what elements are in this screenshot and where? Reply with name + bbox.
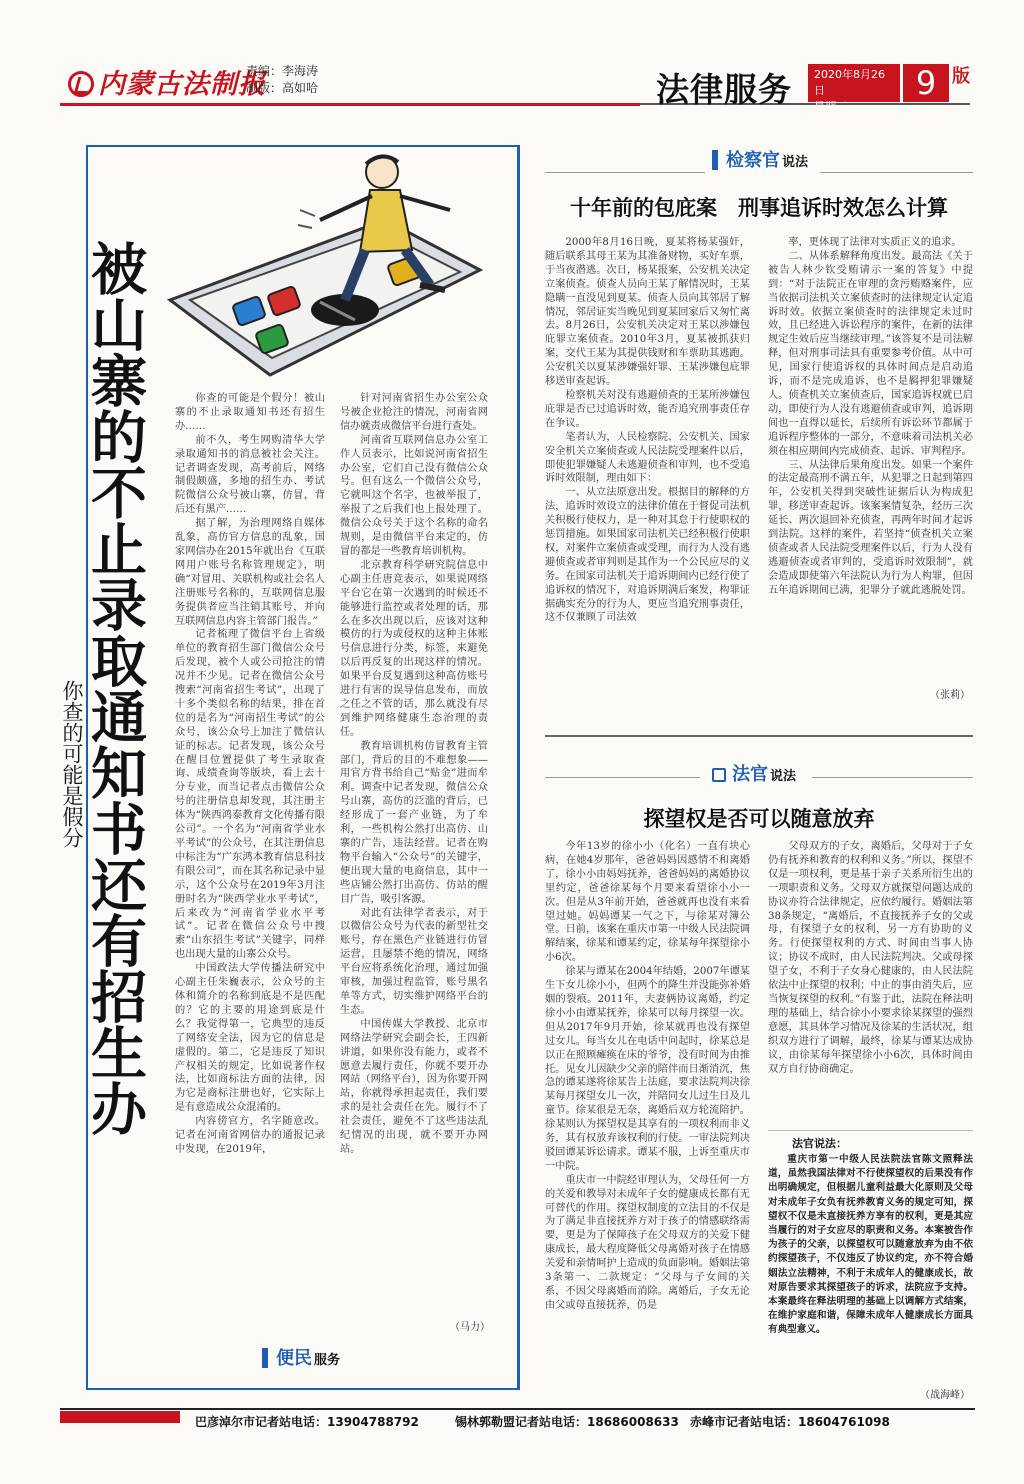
paragraph: 徐某与谭某在2004年结婚，2007年谭某生下女儿徐小小，但两个的降生并没能弥补婚姻的裂痕。2011年，夫妻俩协议离婚，约定徐小小由谭某抚养，徐某可以每月探望一次。但从2017年9月开始，徐某就再也没有探望过女儿。每当女儿在电话中问起时，徐某总是以正在照顾瘫痪在床的爷爷，没有时间为由推托。见女儿因缺少父亲的陪伴而日渐消沉，焦急的谭某遂将徐某告上法庭，要求法院判决徐某每月探望女儿一次，并陪同女儿过生日及儿童节。徐某很是无奈，离婚后双方轮流陪护。徐某则认为探望权是其享有的一项权利而非义务，其有权放弃该权利的行使。一审法院判决驳回谭某诉讼请求。谭某不服，上诉至重庆市一中院。 (545, 966, 750, 1172)
judge-column-2 (768, 840, 973, 1125)
paragraph: 教育培训机构仿冒教育主管部门，背后的目的不难想象——用官方背书给自己“贴金”进而牟利。调查中记者发现，微信公众号山寨，高仿的泛滥的背后，已经形成了一套产业链，为了牟利，一些机构公然打出高仿、山寨的广告，违法经营。记者在购物平台输入“公众号”的关键字，便出现大量的电商信息，其中一些店铺公然打出高仿、仿站的醒目广告，吸引客源。 (340, 740, 488, 905)
judge-header-big: 法官 (732, 764, 768, 785)
judge-header-small: 说法 (770, 769, 797, 784)
page-label: 版 (952, 66, 970, 87)
issue-weekday: 星期三 (814, 100, 847, 113)
paragraph: 河南省互联网信息办公室工作人员表示，比如说河南省招生办公室，它们自己没有微信公众号。但有这么一个微信公众号，它就叫这个名字，也被举报了，举报了之后我们也上报处理了。微信公众号关于这个名称的命名规则，是由微信平台来定的，仿冒的都是一些教育培训机构。 (340, 434, 488, 557)
paragraph: 中国政法大学传播法研究中心副主任朱巍表示，公众号的主体和简介的名称到底是不是匹配的？它的主要的用途到底是什么？我觉得第一，它典型的违反了网络安全法，因为它的信息是虚假的。第二，它是违反了知识产权相关的规定，比如说著作权法，比如商标法方面的法律，因为它是商标注册也好，它实际上是有意造成公众混淆的。 (175, 963, 325, 1114)
paragraph: 你查的可能是个假分！被山寨的不止录取通知书还有招生办…… (175, 393, 325, 432)
designer-credit: 制版：高如哈 (246, 81, 319, 95)
procuratorate-header-small: 说法 (782, 155, 809, 170)
procuratorate-bar-icon (712, 150, 718, 170)
main-article-title: 被山寨的不止录取通知书还有招生办 (82, 240, 148, 1136)
date-box (808, 64, 900, 113)
procuratorate-section-header (712, 146, 808, 172)
paragraph: 检察机关对没有逃避侦查的王某所涉嫌包庇罪是否已过追诉时效，能否追究刑事责任存在争议。 (545, 389, 750, 429)
judge-rule-left (545, 777, 700, 778)
paragraph: 三、从法律后果角度出发。如果一个案件的法定最高刑不满五年，从犯罪之日起到第四年，公安机关得到突破性证据后认为构成犯罪，移送审查起诉。该案案情复杂，经历三次延长、两次退回补充侦查，再两年时间才起诉到法院。这样的案件，若坚持“侦查机关立案侦查或者人民法院受理案件以后，行为人没有逃避侦查或者审判的，受追诉时效限制”，就会造成即使第六年法院认为行为人构罪，但因五年追诉期间已满，犯罪分子就此逃脱处罚。 (768, 459, 973, 596)
phone-trap-illustration (150, 150, 495, 385)
footer-contact-bayannur: 巴彦淖尔市记者站电话：13904788792 (195, 1415, 419, 1429)
footer-rule (60, 1408, 975, 1410)
newspaper-logo (68, 62, 266, 102)
judge-byline: （战海峰） (920, 1390, 970, 1401)
judge-rule-right (812, 777, 973, 778)
service-section-header (262, 1344, 340, 1370)
paragraph: 据了解，为治理网络自媒体乱象，高仿官方信息的乱象，国家网信办在2015年就出台《互联网用户账号名称管理规定》，明确“对冒用、关联机构或社会名人注册账号名称的，互联网信息服务提供者应当注销其账号，并向互联网信息内容主管部门报告。” (175, 518, 325, 627)
paragraph: 今年13岁的徐小小（化名）一直有块心病，在她4岁那年，爸爸妈妈因感情不和离婚了，徐小小由妈妈抚养，爸爸妈妈的离婚协议里约定，爸爸徐某每个月要来看望徐小小一次。但是从3年前开始，爸爸就再也没有来看望过她。妈妈谭某一气之下，与徐某对簿公堂。日前，该案在重庆市第一中级人民法院调解结案，徐某和谭某约定，徐某每年探望徐小小6次。 (545, 841, 750, 964)
procuratorate-byline: （张莉） (930, 690, 970, 701)
judge-commentary-text: 重庆市第一中级人民法院法官陈文照释法道，虽然我国法律对不行使探望权的后果没有作出明确规定，但根据儿童利益最大化原则及父母对未成年子女负有抚养教育义务的规定可知，探望权不仅是未直接抚养方享有的权利，更是其应当履行的对子女应尽的职责和义务。本案被告作为孩子的父亲，以探望权可以随意放弃为由不依约探望孩子，不仅违反了协议约定，亦不符合婚姻法立法精神，不利于未成年人的健康成长，故对原告要求其探望孩子的诉求，法院应予支持。本案最终在释法明理的基础上以调解方式结案，在维护家庭和谐，保障未成年人健康成长方面具有典型意义。 (768, 1154, 973, 1336)
logo-text: 内蒙古法制报 (98, 69, 266, 100)
issue-date: 2020年8月26日 (814, 68, 885, 97)
footer-contact-xilingol: 锡林郭勒盟记者站电话：18686008633 (455, 1415, 679, 1429)
judge-commentary-box (768, 1130, 973, 1412)
procuratorate-article-title: 十年前的包庇案 刑事追诉时效怎么计算 (570, 195, 948, 220)
procuratorate-header-big: 检察官 (726, 150, 780, 171)
editor-credit: 责编：李海涛 (246, 64, 319, 78)
newspaper-logo-icon (68, 71, 94, 97)
person-arm-right (400, 196, 450, 210)
paragraph: 对此有法律学者表示，对于以微信公众号为代表的新型社交账号，存在黑色产业链进行仿冒运营，且屡禁不绝的情况，网络平台应将系统化治理，通过加强审核，加强过程监管，账号黑名单等方式，切实维护网络平台的生态。 (340, 907, 488, 1016)
main-article-column-2 (340, 392, 488, 1330)
paragraph: 前不久，考生网购清华大学录取通知书的消息被社会关注。记者调查发现，高考前后，网络制假颇盛，多地的招生办、考试院微信公众号被山寨，仿冒，背后还有黑产…… (175, 434, 325, 516)
judge-commentary-label: 法官说法： (792, 1137, 847, 1150)
person-arm-left (320, 196, 372, 220)
paragraph: 笔者认为，人民检察院、公安机关、国家安全机关立案侦查或人民法院受理案件以后，即使犯罪嫌疑人未逃避侦查和审判，也不受追诉时效限制，理由如下： (545, 431, 750, 485)
main-article-byline: （马力） (450, 1322, 490, 1333)
paragraph: 北京教育科学研究院信息中心副主任唐竞表示，如果说网络平台它在第一次遇到的时候还不能够进行监控或者处理的话，那么在多次出现以后，应该对这种模仿的行为或侵权的这种主体账号信息进行分类，标签，来避免以后再反复的出现这样的情况。如果平台反复遇到这种高仿账号进行有害的误导信息发布，而放之任之不管的话，那么就没有尽到维护网络健康生态治理的责任。 (340, 559, 488, 738)
paragraph: 记者梳理了微信平台上省级单位的教育招生部门微信公众号后发现，被个人或公司抢注的情况并不少见。记者在微信公众号搜索“河南省招生考试”，出现了十多个类似名称的结果，排在首位的是名为“河南招生考试”的公众号，该公众号上加注了微信认证的标志。记者发现，该公众号在醒目位置提供了考生录取查询、成绩查询等版块，看上去十分专业，而当记者点击微信公众号的注册信息却发现，其注册主体为“陕西鸿泰教育文化传播有限公司”。一个名为“河南省学业水平考试”的公众号，在其注册信息中标注为“广东鸿本教育信息科技有限公司”，而在其名称记录中显示，这个公众号在2019年3月注册时名为“陕西学业水平考试”，后来改为“河南省学业水平考试”。记者在微信公众号中搜索“山东招生考试”关键字，同样也出现大量的山寨公众号。 (175, 629, 325, 961)
paragraph: 率，更体现了法律对实质正义的追求。 (788, 237, 962, 248)
paragraph: 父母双方的子女，离婚后，父母对于子女仍有抚养和教育的权利和义务。”所以，探望不仅是一项权利，更是基于亲子关系所衍生出的一项职责和义务。父母双方就探望问题达成的协议亦符合法律规定，应依约履行。婚姻法第38条规定，“离婚后，不直接抚养子女的父或母，有探望子女的权利，另一方有协助的义务。行使探望权利的方式、时间由当事人协议；协议不成时，由人民法院判决。父或母探望子女，不利于子女身心健康的，由人民法院依法中止探望的权利；中止的事由消失后，应当恢复探望的权利。”有鉴于此，法院在释法明理的基础上，结合徐小小要求徐某探望的强烈意愿，其具体学习情况及徐某的生活状况，组织双方进行了调解，最终，徐某与谭某达成协议，由徐某每年探望徐小小6次，具体时间由双方自行协商确定。 (768, 841, 973, 1075)
paragraph: 重庆市一中院经审理认为，父母任何一方的关爱和教导对未成年子女的健康成长都有无可替代的作用。探望权制度的立法目的不仅是为了满足非直接抚养方对于孩子的情感联络需要，更是为了保障孩子在父母双方的关爱下健康成长，最大程度降低父母离婚对孩子在情感关爱和亲情呵护上造成的负面影响。婚姻法第3条第一、二款规定：“父母与子女间的关系，不因父母离婚而消除。离婚后，子女无论由父或母直接抚养，仍是 (545, 1174, 750, 1311)
service-bar-icon (262, 1348, 268, 1368)
page-number: 9 (903, 64, 949, 102)
masthead-red-rule (60, 103, 640, 106)
main-article-column-1 (175, 392, 325, 1330)
procuratorate-rule-right (820, 172, 973, 173)
judge-section-header (712, 760, 796, 786)
motion-lines (298, 210, 315, 228)
procuratorate-column-2 (768, 236, 973, 686)
paragraph: 内容傍官方，名字随意改。记者在河南省网信办的通报记录中发现，在2019年， (175, 1116, 325, 1155)
main-article-subtitle: 你查的可能是假分 (60, 680, 84, 848)
paragraph: 一、从立法原意出发。根据目的解释的方法，追诉时效设立的法律价值在于督促司法机关积极行使权力，是一种对其怠于行使职权的惩罚措施。如果国家司法机关已经积极行使职权，对案件立案侦查或受理，而行为人没有逃避侦查或者审判则是其作为一个公民应尽的义务。在国家司法机关于追诉期间内已经行使了追诉权的情况下，对追诉期满后案发，构罪证据确实充分的行为人，更应当追究刑事责任，这不仅兼顾了司法效 (545, 487, 750, 624)
procuratorate-rule-left (545, 172, 705, 173)
paragraph: 针对河南省招生办公室公众号被企业抢注的情况，河南省网信办就责成微信平台进行查处。 (340, 393, 488, 432)
service-header-big: 便民 (276, 1348, 312, 1369)
footer-contact-chifeng: 赤峰市记者站电话：18604761098 (690, 1415, 890, 1429)
service-header-small: 服务 (314, 1353, 341, 1368)
judge-badge-icon (712, 768, 726, 782)
procuratorate-column-1 (545, 236, 750, 701)
section-title: 法律服务 (656, 70, 792, 109)
footer-red-block (60, 1411, 180, 1423)
section-divider (545, 735, 973, 737)
judge-column-1 (545, 840, 750, 1425)
paragraph: 二、从体系解释角度出发。最高法《关于被告人林少钦受贿请示一案的答复》中提到：“对于法院正在审理的贪污贿赂案件，应当依据司法机关立案侦查时的法律规定认定追诉时效。依据立案侦查时的法律规定未过时效，且已经进入诉讼程序的案件，在新的法律规定生效后应当继续审理。”该答复不是司法解释，但对刑事司法具有重要参考价值。从中可见，国家行使追诉权的具体时间点是启动追诉，而不是完成追诉，也不是羁押犯罪嫌疑人。侦查机关立案侦查后，国家追诉权就已启动，即使行为人没有逃避侦查或审判，追诉期间也一直得以延长，后续所有诉讼环节都属于追诉程序整体的一部分，不意味着司法机关必须在相应期间内完成侦查、起诉、审判程序。 (768, 250, 973, 457)
paragraph: 中国传媒大学教授、北京市网络法学研究会副会长，王四新讲道，如果你没有能力，或者不愿意去履行责任，你就不要开办网站（网络平台），因为你要开网站，你就得承担起责任，我们要求的是社会责任在先。履行不了社会责任，避免不了这些违法乱纪情况的出现，就不要开办网站。 (340, 1018, 488, 1155)
judge-article-title: 探望权是否可以随意放弃 (643, 806, 875, 831)
paragraph: 2000年8月16日晚，夏某将杨某强奸，随后联系其母王某为其准备财物，买好车票，于当夜潜逃。次日，杨某报案，公安机关决定立案侦查。侦查人员向王某了解情况时，王某隐瞒一直没见到夏某。侦查人员向其邻居了解情况，邻居证实当晚见到夏某回家后又匆忙离去。8月26日，公安机关决定对王某以涉嫌包庇罪立案侦查。2010年3月，夏某被抓获归案，交代王某为其提供钱财和车票助其逃跑。公安机关以夏某涉嫌强奸罪、王某涉嫌包庇罪移送审查起诉。 (545, 237, 750, 388)
